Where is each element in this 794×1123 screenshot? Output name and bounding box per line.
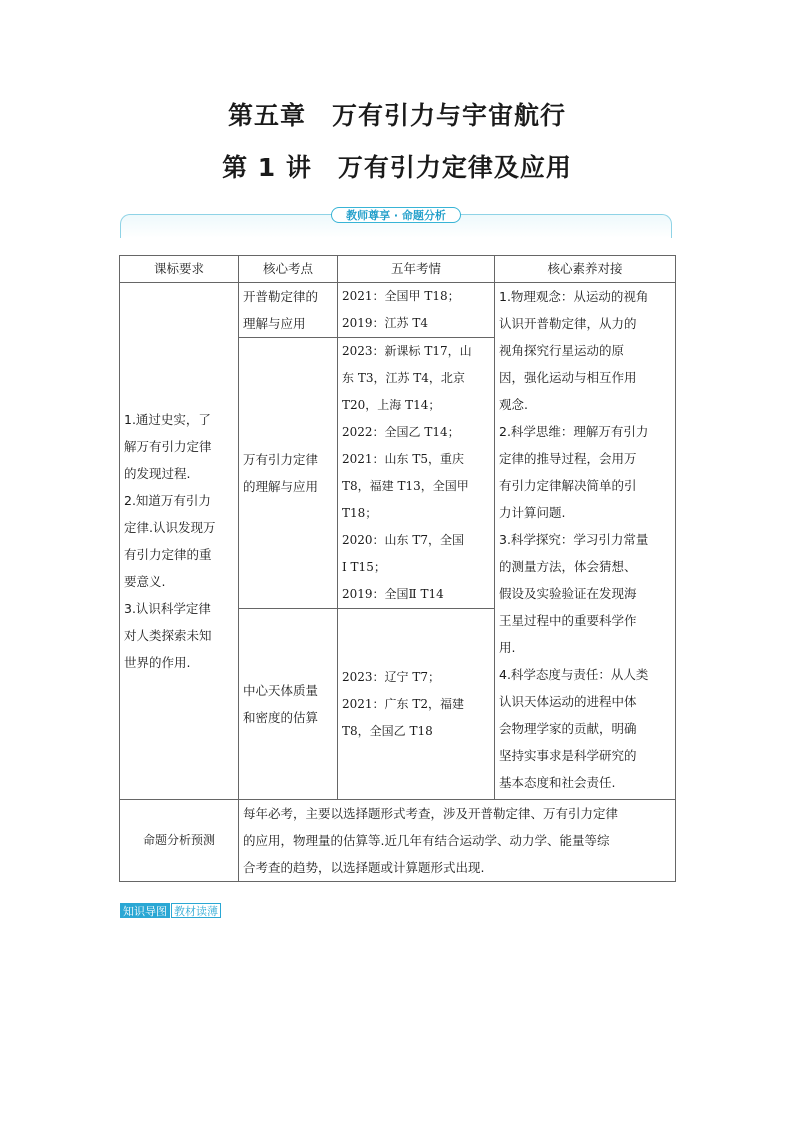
curriculum-line: 2.知道万有引力	[124, 493, 211, 508]
exam-line: 2023：新课标 T17，山	[342, 344, 472, 358]
exam-line: 2019：江苏 T4	[342, 316, 428, 330]
literacy-line: 2.科学思维：理解万有引力	[499, 424, 649, 439]
tag-knowledge-map[interactable]: 知识导图	[120, 903, 170, 918]
prediction-line: 的应用，物理量的估算等.近几年有结合运动学、动力学、能量等综	[243, 833, 610, 848]
literacy-line: 有引力定律解决简单的引	[499, 478, 637, 493]
literacy-line: 会物理学家的贡献，明确	[499, 721, 637, 736]
topic-line: 开普勒定律的	[243, 289, 319, 304]
exam-line: 东 T3，江苏 T4，北京	[342, 371, 465, 385]
section-tags	[120, 903, 221, 918]
header-curriculum: 课标要求	[120, 256, 239, 283]
curriculum-line: 3.认识科学定律	[124, 601, 211, 616]
exam-cell-1	[338, 283, 495, 338]
literacy-line: 王星过程中的重要科学作	[499, 613, 637, 628]
curriculum-cell	[120, 283, 239, 800]
literacy-line: 假设及实验验证在发现海	[499, 586, 637, 601]
exam-line: 2021：广东 T2，福建	[342, 696, 464, 711]
chapter-title: 第五章 万有引力与宇宙航行	[227, 101, 566, 130]
literacy-line: 3.科学探究：学习引力常量	[499, 532, 649, 547]
exam-line: T20，上海 T14；	[342, 398, 441, 412]
exam-line: T8，福建 T13，全国甲	[342, 479, 469, 493]
topic-cell-2	[239, 338, 338, 609]
prediction-cell	[239, 800, 676, 882]
curriculum-line: 对人类探索未知	[124, 628, 212, 643]
exam-line: 2023：辽宁 T7；	[342, 669, 440, 684]
curriculum-line: 要意义.	[124, 574, 166, 589]
curriculum-line: 有引力定律的重	[124, 547, 212, 562]
table-header-row	[120, 256, 676, 283]
curriculum-line: 定律.认识发现万	[124, 520, 216, 535]
literacy-line: 的测量方法，体会猜想、	[499, 559, 637, 574]
literacy-line: 视角探究行星运动的原	[499, 343, 625, 358]
analysis-table	[119, 255, 676, 882]
exam-line: 2022：全国乙 T14；	[342, 425, 460, 439]
prediction-line: 合考查的趋势，以选择题或计算题形式出现.	[243, 860, 485, 875]
topic-line: 的理解与应用	[243, 479, 319, 494]
exam-line: T18；	[342, 506, 378, 520]
exam-cell-3	[338, 609, 495, 800]
literacy-line: 认识开普勒定律，从力的	[499, 316, 637, 331]
curriculum-line: 的发现过程.	[124, 466, 191, 481]
exam-line: 2021：山东 T5，重庆	[342, 452, 464, 466]
literacy-line: 1.物理观念：从运动的视角	[499, 289, 649, 304]
exam-line: T8，全国乙 T18	[342, 723, 433, 738]
literacy-line: 4.科学态度与责任：从人类	[499, 667, 649, 682]
literacy-line: 用.	[499, 640, 516, 655]
exam-line: 2019：全国Ⅱ T14	[342, 587, 444, 601]
exam-line: 2020：山东 T7，全国	[342, 533, 464, 547]
table-row	[120, 283, 676, 338]
header-literacy: 核心素养对接	[495, 256, 676, 283]
prediction-label: 命题分析预测	[120, 800, 239, 882]
exam-cell-2	[338, 338, 495, 609]
topic-line: 中心天体质量	[243, 683, 319, 698]
table-row	[120, 800, 676, 882]
topic-line: 理解与应用	[243, 316, 306, 331]
lesson-title: 第 1 讲 万有引力定律及应用	[222, 153, 572, 182]
header-topic: 核心考点	[239, 256, 338, 283]
literacy-line: 认识天体运动的进程中体	[499, 694, 637, 709]
tag-textbook-reading[interactable]: 教材读薄	[171, 903, 221, 918]
prediction-line: 每年必考，主要以选择题形式考查，涉及开普勒定律、万有引力定律	[243, 806, 619, 821]
literacy-line: 观念.	[499, 397, 528, 412]
literacy-line: 力计算问题.	[499, 505, 566, 520]
curriculum-line: 世界的作用.	[124, 655, 191, 670]
exam-line: Ⅰ T15；	[342, 560, 386, 574]
topic-line: 和密度的估算	[243, 710, 319, 725]
header-exam: 五年考情	[338, 256, 495, 283]
literacy-line: 定律的推导过程，会用万	[499, 451, 637, 466]
exam-line: 2021：全国甲 T18；	[342, 289, 460, 303]
literacy-line: 坚持实事求是科学研究的	[499, 748, 637, 763]
topic-line: 万有引力定律	[243, 452, 319, 467]
curriculum-line: 解万有引力定律	[124, 439, 212, 454]
literacy-line: 因，强化运动与相互作用	[499, 370, 637, 385]
literacy-line: 基本态度和社会责任.	[499, 775, 616, 790]
banner-label: 教师尊享 · 命题分析	[331, 207, 461, 223]
literacy-cell	[495, 283, 676, 800]
curriculum-line: 1.通过史实，了	[124, 412, 211, 427]
topic-cell-1	[239, 283, 338, 338]
topic-cell-3	[239, 609, 338, 800]
